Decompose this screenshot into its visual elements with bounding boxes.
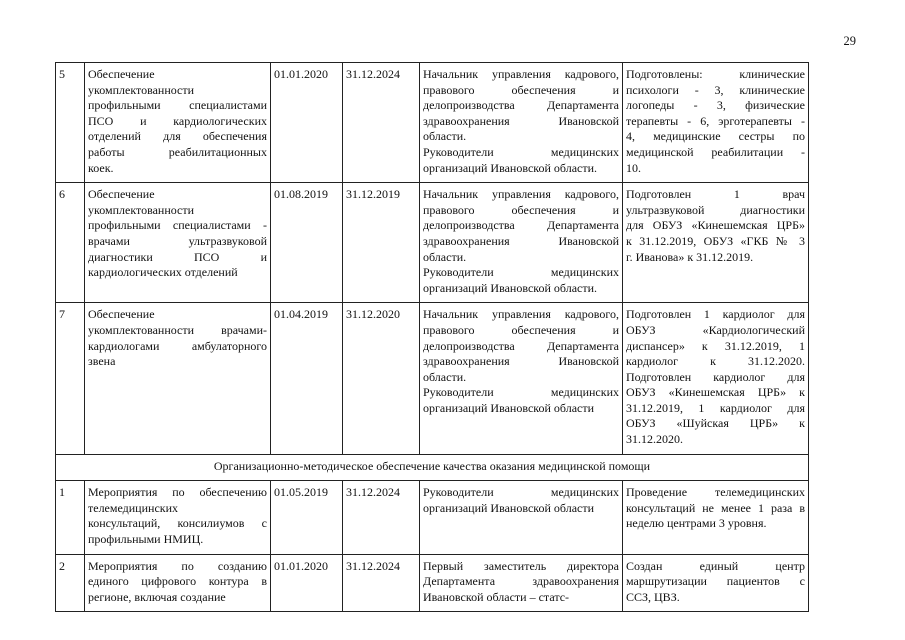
end-date-cell: 31.12.2024	[343, 554, 420, 612]
responsible-cell-line: делопроизводства Департамента	[423, 338, 619, 353]
result-cell-line: Подготовлен 1 врач	[626, 187, 805, 202]
responsible-cell-line: правового обеспечения и	[423, 322, 619, 337]
responsible-cell-line: Руководители медицинских	[423, 144, 619, 159]
plan-table	[55, 62, 809, 612]
activity-cell-line: профильными специалистами	[88, 98, 267, 113]
page-number: 29	[843, 34, 856, 48]
result-cell-line: Подготовлен кардиолог для	[626, 369, 805, 384]
responsible-cell-line: здравоохранения Ивановской	[423, 354, 619, 369]
table-body-bottom	[56, 481, 809, 612]
table-row	[56, 481, 809, 554]
activity-cell-line: врачами ультразвуковой	[88, 233, 267, 248]
result-cell-line: Подготовлен 1 кардиолог для	[626, 307, 805, 322]
result-cell-line: диспансер» к 31.12.2019, 1	[626, 338, 805, 353]
row-number: 2	[56, 554, 85, 612]
section-header-row	[56, 454, 809, 481]
end-date-cell: 31.12.2020	[343, 303, 420, 454]
start-date-cell: 01.04.2019	[271, 303, 343, 454]
end-date-cell: 31.12.2024	[343, 481, 420, 554]
activity-cell	[85, 481, 271, 554]
activity-cell-line: укомплектованности	[88, 202, 195, 217]
activity-cell	[85, 303, 271, 454]
responsible-cell-line: Руководители медицинских	[423, 485, 619, 500]
activity-cell-line: диагностики ПСО и	[88, 249, 267, 264]
start-date-cell: 01.05.2019	[271, 481, 343, 554]
responsible-cell	[420, 303, 623, 454]
end-date-cell: 31.12.2019	[343, 183, 420, 303]
result-cell-line: 31.12.2019, 1 кардиолог для	[626, 400, 805, 415]
activity-cell-line: кардиологических отделений	[88, 265, 238, 280]
result-cell-line: консультаций не менее 1 раза в	[626, 500, 805, 515]
activity-cell-line: звена	[88, 354, 116, 369]
end-date-cell: 31.12.2024	[343, 63, 420, 183]
start-date-cell: 01.01.2020	[271, 554, 343, 612]
result-cell-line: 31.12.2020.	[626, 432, 683, 447]
result-cell-line: кардиолог к 31.12.2020.	[626, 354, 805, 369]
activity-cell-line: кардиологами амбулаторного	[88, 338, 267, 353]
activity-cell	[85, 63, 271, 183]
responsible-cell-line: Руководители медицинских	[423, 265, 619, 280]
result-cell-line: для ОБУЗ «Кинешемская ЦРБ»	[626, 218, 805, 233]
result-cell-line: неделю центрами 3 уровня.	[626, 516, 767, 531]
activity-cell	[85, 183, 271, 303]
responsible-cell-line: правового обеспечения и	[423, 202, 619, 217]
responsible-cell	[420, 183, 623, 303]
responsible-cell-line: Департамента здравоохранения	[423, 574, 619, 589]
activity-cell-line: Мероприятия по обеспечению	[88, 485, 267, 500]
activity-cell-line: ПСО и кардиологических	[88, 113, 267, 128]
row-number: 1	[56, 481, 85, 554]
activity-cell-line: профильными специалистами -	[88, 218, 267, 233]
responsible-cell-line: делопроизводства Департамента	[423, 98, 619, 113]
row-number: 5	[56, 63, 85, 183]
activity-cell-line: Обеспечение	[88, 307, 155, 322]
activity-cell-line: телемедицинских	[88, 500, 179, 515]
responsible-cell-line: здравоохранения Ивановской	[423, 233, 619, 248]
activity-cell-line: регионе, включая создание	[88, 589, 226, 604]
responsible-cell	[420, 554, 623, 612]
table-row	[56, 63, 809, 183]
responsible-cell-line: области.	[423, 249, 467, 264]
responsible-cell-line: правового обеспечения и	[423, 82, 619, 97]
responsible-cell	[420, 63, 623, 183]
result-cell-line: Проведение телемедицинских	[626, 485, 805, 500]
result-cell	[623, 554, 809, 612]
responsible-cell	[420, 481, 623, 554]
responsible-cell-line: области.	[423, 369, 467, 384]
responsible-cell-line: Начальник управления кадрового,	[423, 187, 619, 202]
row-number: 6	[56, 183, 85, 303]
activity-cell-line: отделений для обеспечения	[88, 129, 267, 144]
activity-cell-line: консультаций, консилиумов с	[88, 516, 267, 531]
activity-cell	[85, 554, 271, 612]
result-cell	[623, 63, 809, 183]
section-title: Организационно-методическое обеспечение качества оказания медицинской помощи	[56, 454, 809, 481]
responsible-cell-line: Начальник управления кадрового,	[423, 307, 619, 322]
activity-cell-line: укомплектованности	[88, 82, 195, 97]
responsible-cell-line: делопроизводства Департамента	[423, 218, 619, 233]
result-cell-line: Создан единый центр	[626, 558, 805, 573]
table-row	[56, 183, 809, 303]
responsible-cell-line: Первый заместитель директора	[423, 558, 619, 573]
result-cell-line: Подготовлены: клинические	[626, 67, 805, 81]
responsible-cell-line: здравоохранения Ивановской	[423, 113, 619, 128]
activity-cell-line: укомплектованности врачами-	[88, 322, 267, 337]
result-cell-line: ультразвуковой диагностики	[626, 202, 805, 217]
table-row	[56, 554, 809, 612]
result-cell-line: ОБУЗ «Шуйская ЦРБ» к	[626, 416, 805, 431]
result-cell-line: 4, медицинские сестры по	[626, 129, 805, 144]
result-cell-line: маршрутизации пациентов с	[626, 574, 805, 589]
responsible-cell-line: области.	[423, 129, 467, 144]
responsible-cell-line: организаций Ивановской области	[423, 400, 595, 415]
activity-cell-line: Мероприятия по созданию	[88, 558, 267, 573]
row-number: 7	[56, 303, 85, 454]
result-cell	[623, 481, 809, 554]
result-cell	[623, 303, 809, 454]
start-date-cell: 01.01.2020	[271, 63, 343, 183]
result-cell-line: ССЗ, ЦВЗ.	[626, 589, 680, 604]
result-cell-line: 10.	[626, 160, 641, 175]
table-body-top	[56, 63, 809, 455]
result-cell-line: медицинской реабилитации -	[626, 144, 805, 159]
activity-cell-line: работы реабилитационных	[88, 144, 267, 159]
start-date-cell: 01.08.2019	[271, 183, 343, 303]
result-cell-line: ОБУЗ «Кинешемская ЦРБ» к	[626, 385, 805, 400]
result-cell-line: психологи - 3, клинические	[626, 82, 805, 97]
responsible-cell-line: организаций Ивановской области	[423, 500, 595, 515]
result-cell-line: терапевты - 6, эрготерапевты -	[626, 113, 805, 128]
activity-cell-line: Обеспечение	[88, 187, 155, 202]
responsible-cell-line: организаций Ивановской области.	[423, 280, 598, 295]
responsible-cell-line: организаций Ивановской области.	[423, 160, 598, 175]
activity-cell-line: Обеспечение	[88, 67, 155, 81]
activity-cell-line: профильными НМИЦ.	[88, 532, 204, 547]
table-row	[56, 303, 809, 454]
responsible-cell-line: Ивановской области – статс-	[423, 589, 570, 604]
result-cell	[623, 183, 809, 303]
result-cell-line: ОБУЗ «Кардиологический	[626, 322, 805, 337]
result-cell-line: к 31.12.2019, ОБУЗ «ГКБ № 3	[626, 233, 805, 248]
responsible-cell-line: Начальник управления кадрового,	[423, 67, 619, 81]
responsible-cell-line: Руководители медицинских	[423, 385, 619, 400]
result-cell-line: г. Иванова» к 31.12.2019.	[626, 249, 754, 264]
activity-cell-line: единого цифрового контура в	[88, 574, 267, 589]
section-header-group	[56, 454, 809, 481]
activity-cell-line: коек.	[88, 160, 114, 175]
result-cell-line: логопеды - 3, физические	[626, 98, 805, 113]
